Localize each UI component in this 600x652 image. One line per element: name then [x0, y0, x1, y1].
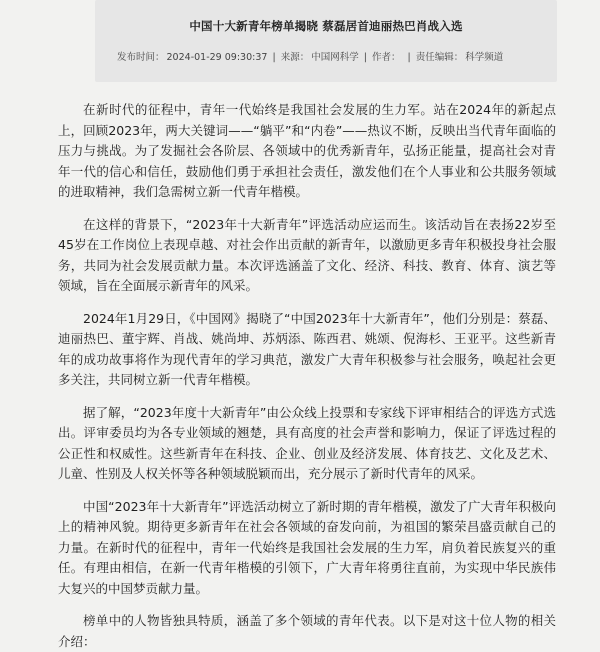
article-title: 中国十大新青年榜单揭晓 蔡磊居首迪丽热巴肖战入选 [189, 19, 463, 33]
article-paragraph: 中国“2023年十大新青年”评选活动树立了新时期的青年楷模，激发了广大青年积极向上的精神风貌。期待更多新青年在社会各领域的奋发向前，为祖国的繁荣昌盛贡献自己的力量。在新时代的征程中，青年一代始终是我国社会发展的生力军，肩负着民族复兴的重任。有理由相信，在新一代青年楷模的引领下，广大青年将勇往直前，为实现中华民族伟大复兴的中国梦贡献力量。 [58, 498, 556, 596]
article-paragraph: 榜单中的人物皆独具特质，涵盖了多个领域的青年代表。以下是对这十位人物的相关介绍： [58, 613, 556, 649]
editor-value: 科学频道 [465, 52, 504, 63]
publish-time-label: 发布时间： [117, 52, 165, 63]
article-paragraph: 在这样的背景下，“2023年十大新青年”评选活动应运而生。该活动旨在表扬22岁至45岁在工作岗位上表现卓越、对社会作出贡献的新青年，以激励更多青年积极投身社会服务，共同为社会发展贡献力量。本次评选涵盖了文化、经济、科技、教育、体育、演艺等领域，旨在全面展示新青年的风采。 [58, 216, 556, 293]
article-paragraph: 2024年1月29日，《中国网》揭晓了“中国2023年十大新青年”，他们分别是：蔡磊、迪丽热巴、董宇辉、肖战、姚尚坤、苏炳添、陈西君、姚颂、倪海杉、王亚平。这些新青年的成功故事将作为现代青年的学习典范，激发广大青年积极参与社会服务，唤起社会更多关注，共同树立新一代青年楷模。 [58, 310, 556, 387]
article-paragraph: 据了解，“2023年度十大新青年”由公众线上投票和专家线下评审相结合的评选方式选出。评审委员均为各专业领域的翘楚，具有高度的社会声誉和影响力，保证了评选过程的公正性和权威性。这些新青年在科技、企业、创业及经济发展、体育技艺、文化及艺术、儿童、性别及人权关怀等各种领域脱颖而出，充分展示了新时代青年的风采。 [58, 404, 556, 481]
meta-divider: | [363, 52, 370, 63]
publish-time: 2024-01-29 09:30:37 [166, 52, 268, 63]
article-header [95, 0, 557, 82]
article-body [58, 100, 556, 652]
author-label: 作者： [371, 52, 401, 63]
editor-label: 责任编辑： [415, 52, 464, 63]
source-value: 中国网科学 [311, 52, 359, 63]
meta-divider: | [407, 52, 414, 63]
article-meta [117, 49, 505, 63]
article-paragraph: 在新时代的征程中，青年一代始终是我国社会发展的生力军。站在2024年的新起点上，回顾2023年，两大关键词——“躺平”和“内卷”——热议不断，反映出当代青年面临的压力与挑战。为了发掘社会各阶层、各领域中的优秀新青年，弘扬正能量，提高社会对青年一代的信心和信任，鼓励他们勇于承担社会责任，激发他们在个人事业和公共服务领域的进取精神，我们急需树立新一代青年楷模。 [58, 102, 556, 199]
source-label: 来源： [280, 52, 310, 63]
meta-divider: | [272, 52, 279, 63]
